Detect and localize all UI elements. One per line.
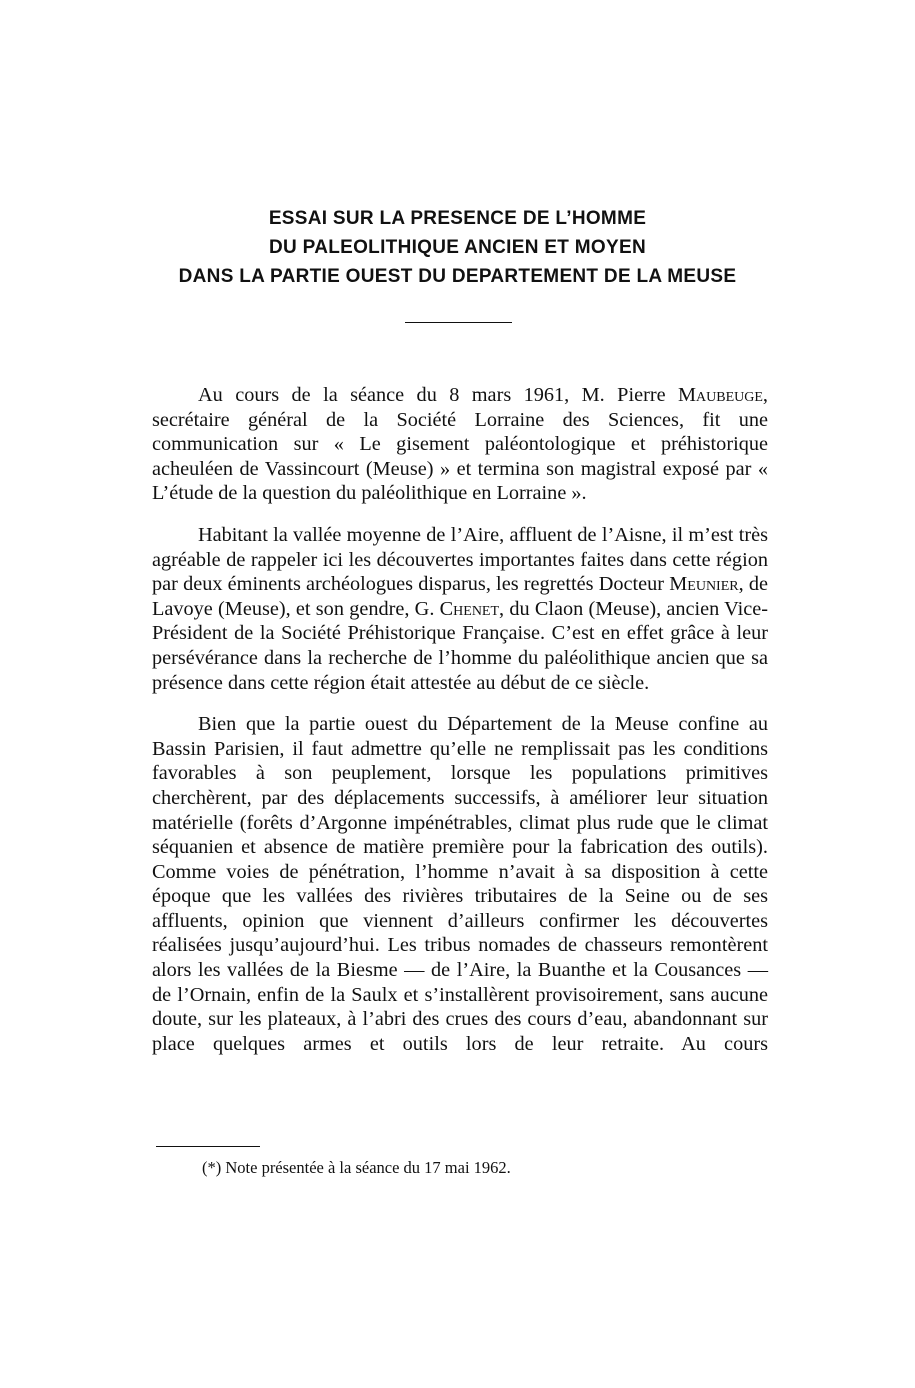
article-title [0,204,915,291]
footnote: (*) Note présentée à la séance du 17 mai 1962. [202,1158,511,1177]
paragraph-1-text-b: , secrétaire général de la Société Lorraine des Sciences, fit une communication sur « Le gisement paléontologique et préhistorique acheuléen de Vassincourt (Meuse) » et termina son magistral exposé par « L’étude de la question du paléolithique en Lorraine ». [152,384,768,505]
title-divider [405,322,512,323]
title-line-3: DANS LA PARTIE OUEST DU DEPARTEMENT DE LA MEUSE [178,266,737,287]
title-line-1: ESSAI SUR LA PRESENCE DE L’HOMME [268,208,647,229]
paragraph-2-text-b: , de Lavoye (Meuse), et son gendre, G. [152,573,768,620]
paragraph-1-text-a: Au cours de la séance du 8 mars 1961, M. Pierre [198,384,678,406]
paragraph-3: Bien que la partie ouest du Département de la Meuse confine au Bassin Parisien, il faut admettre qu’elle ne remplissait pas les conditions favorables à son peuplement, lorsque les populations primitives cherchèrent, par des déplacements successifs, à améliorer leur situation matérielle (forêts d’Argonne impénétrables, climat plus rude que le climat séquanien et absence de matière première pour la fabrication des outils). Comme voies de pénétration, l’homme n’avait à sa disposition à cette époque que les vallées des rivières tributaires de la Seine ou de ses affluents, opinion que viennent d’ailleurs confirmer les découvertes réalisées jusqu’aujourd’hui. Les tribus nomades de chasseurs remontèrent alors les vallées de la Biesme — de l’Aire, la Buanthe et la Cousances — de l’Ornain, enfin de la Saulx et s’installèrent provisoirement, sans aucune doute, sur les plateaux, à l’abri des crues des cours d’eau, abandonnant sur place quelques armes et outils lors de leur retraite. Au cours [152,713,768,1055]
footnote-divider [156,1146,260,1147]
paragraph-2 [152,523,768,695]
paragraph-1 [152,383,768,506]
author-name-maubeuge: Maubeuge [678,384,763,406]
title-line-2: DU PALEOLITHIQUE ANCIEN ET MOYEN [269,237,646,258]
author-name-chenet: Chenet [439,597,500,620]
paragraph-2-text-c: , du Claon (Meuse), ancien Vice-Président de la Société Préhistorique Française. C’est en effet grâce à leur persévérance dans la recherche de l’homme du paléolithique ancien que sa présence dans cette région était attestée au début de ce siècle. [152,597,768,694]
author-name-meunier: Meunier [669,573,739,596]
article-body [152,383,768,1056]
paragraph-2-text-a: Habitant la vallée moyenne de l’Aire, affluent de l’Aisne, il m’est très agréable de rappeler ici les découvertes importantes faites dans cette région par deux éminents archéologues disparus, les regrettés Docteur [152,523,768,596]
